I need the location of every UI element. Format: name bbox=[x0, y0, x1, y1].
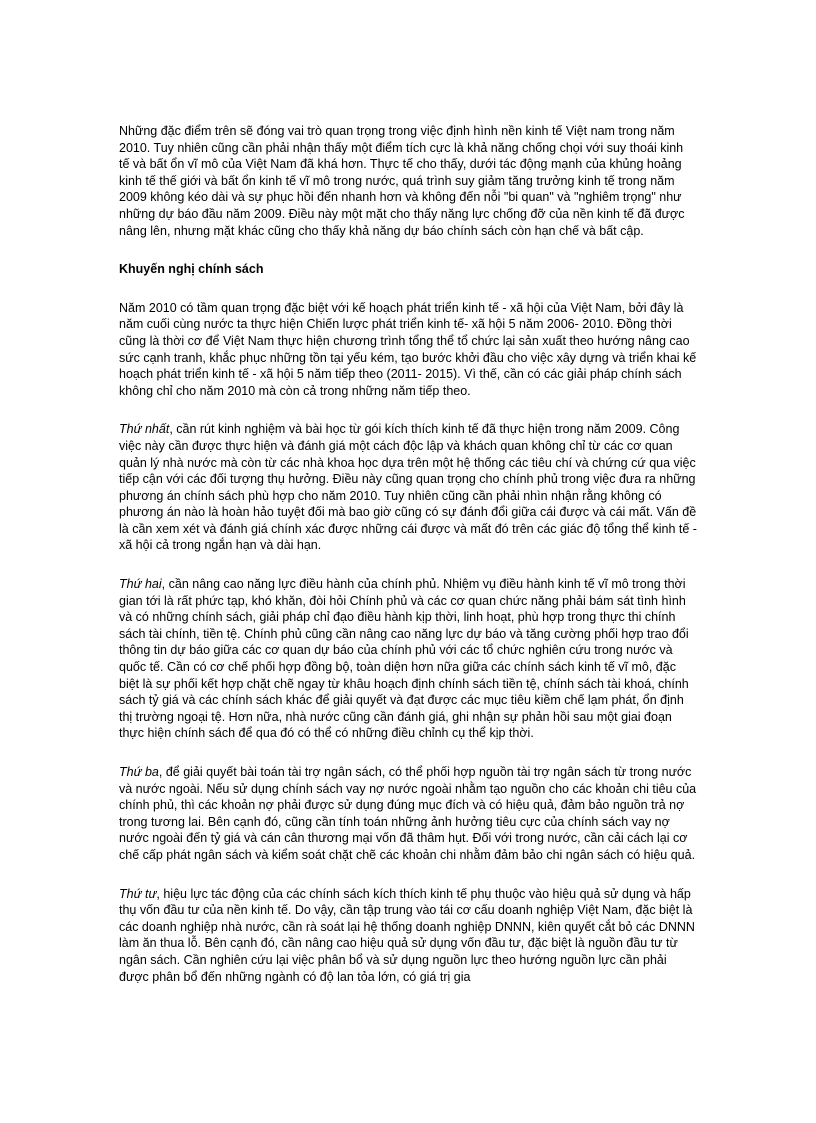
third-recommendation bbox=[119, 764, 697, 864]
section-heading: Khuyến nghị chính sách bbox=[119, 262, 264, 277]
fourth-body: , hiệu lực tác động của các chính sách kích thích kinh tế phụ thuộc vào hiệu quả sử dụng và hấp thụ vốn đầu tư của nền kinh tế. Do vậy, cần tập trung vào tái cơ cấu doanh nghiệp Việt Nam, đặc biệt là các doanh nghiệp nhà nước, cần rà soát lại hệ thống doanh nghiệp DNNN, kiên quyết cắt bỏ các DNNN làm ăn thua lỗ. Bên cạnh đó, cần nâng cao hiệu quả sử dụng vốn đầu tư, đặc biệt là nguồn đầu tư từ ngân sách. Cần nghiên cứu lại việc phân bổ và sử dụng nguồn lực theo hướng nguồn lực cần phải được phân bổ đến những ngành có độ lan tỏa lớn, có giá trị gia bbox=[119, 886, 695, 984]
intro-paragraph: Những đặc điểm trên sẽ đóng vai trò quan trọng trong việc định hình nền kinh tế Việt nam trong năm 2010. Tuy nhiên cũng cần phải nhận thấy một điểm tích cực là khả năng chống chọi với suy thoái kinh tế và bất ổn vĩ mô của Việt Nam đã khá hơn. Thực tế cho thấy, dưới tác động mạnh của khủng hoảng kinh tế thế giới và bất ổn kinh tế vĩ mô trong nước, quá trình suy giảm tăng trưởng kinh tế trong năm 2009 không kéo dài và sự phục hồi đến nhanh hơn và không đến nỗi "bi quan" và "nghiêm trọng" như những dự báo đầu năm 2009. Điều này một mặt cho thấy năng lực chống đỡ của nền kinh tế đã được nâng lên, nhưng mặt khác cũng cho thấy khả năng dự báo chính sách còn hạn chế và bất cập. bbox=[119, 124, 685, 238]
third-body: , để giải quyết bài toán tài trợ ngân sách, có thể phối hợp nguồn tài trợ ngân sách từ trong nước và nước ngoài. Nếu sử dụng chính sách vay nợ nước ngoài nhằm tạo nguồn cho các khoản chi tiêu của chính phủ, thì các khoản nợ phải được sử dụng đúng mục đích và có hiệu quả, đảm bảo nguồn trả nợ trong tương lai. Bên cạnh đó, cũng cần tính toán những ảnh hưởng tiêu cực của chính sách vay nợ nước ngoài đến tỷ giá và cán cân thương mại vốn đã thâm hụt. Đối với trong nước, cần cải cách lại cơ chế cấp phát ngân sách và kiểm soát chặt chẽ các khoản chi nhằm đảm bảo chi ngân sách có hiệu quả. bbox=[119, 765, 697, 862]
first-recommendation bbox=[119, 421, 697, 554]
first-body: , cần rút kinh nghiệm và bài học từ gói kích thích kinh tế đã thực hiện trong năm 2009. Công việc này cần được thực hiện và đánh giá một cách độc lập và khách quan không chỉ từ các cơ quan quản lý nhà nước mà còn từ các nhà khoa học dựa trên một hệ thống các tiêu chí và chứng cứ qua việc tiếp cận với các đối tượng thụ hưởng. Điều này cũng quan trọng cho chính phủ trong việc đưa ra những phương án chính sách phù hợp cho năm 2010. Tuy nhiên cũng cần phải nhìn nhận rằng không có phương án nào là hoàn hảo tuyệt đối mà bao giờ cũng có sự đánh đổi giữa cái được và cái mất. Vấn đề là cần xem xét và đánh giá chính xác được những cái được và mất đó trên các giác độ tổng thể kinh tế - xã hội cả trong ngắn hạn và dài hạn. bbox=[119, 422, 697, 553]
document-page bbox=[119, 123, 697, 1007]
context-paragraph: Năm 2010 có tầm quan trọng đặc biệt với kế hoạch phát triển kinh tế - xã hội của Việt Nam, bởi đây là năm cuối cùng nước ta thực hiện Chiến lược phát triển kinh tế- xã hội 5 năm 2006- 2010. Đồng thời cũng là thời cơ để Việt Nam thực hiện chương trình tổng thể tổ chức lại sản xuất theo hướng nâng cao sức cạnh tranh, khắc phục những tồn tại yếu kém, tạo bước khởi đầu cho việc xây dựng và triển khai kế hoạch phát triển kinh tế - xã hội 5 năm tiếp theo (2011- 2015). Vì thế, cần có các giải pháp chính sách không chỉ cho năm 2010 mà còn cả trong những năm tiếp theo. bbox=[119, 300, 697, 398]
second-body: , cần nâng cao năng lực điều hành của chính phủ. Nhiệm vụ điều hành kinh tế vĩ mô trong thời gian tới là rất phức tạp, khó khăn, đòi hỏi Chính phủ và các cơ quan chức năng phải bám sát tình hình và có những chính sách, giải pháp chỉ đạo điều hành kịp thời, linh hoạt, phù hợp trong thực thi chính sách tài chính, tiền tệ. Chính phủ cũng cần nâng cao năng lực dự báo và tăng cường phối hợp trao đổi thông tin dự báo giữa các cơ quan dự báo của chính phủ với các tổ chức nghiên cứu trong nước và quốc tế. Cần có cơ chế phối hợp đồng bộ, toàn diện hơn nữa giữa các chính sách kinh tế vĩ mô, đặc biệt là sự phối kết hợp chặt chẽ ngay từ khâu hoạch định chính sách tiền tệ, chính sách tài khoá, chính sách tỷ giá và các chính sách khác để giải quyết và đạt được các mục tiêu kiềm chế lạm phát, ổn định thị trường ngoại tệ. Hơn nữa, nhà nước cũng cần đánh giá, ghi nhận sự phản hồi sau một giai đoạn thực hiện chính sách để qua đó có thể có những điều chỉnh cụ thể kịp thời. bbox=[119, 577, 689, 741]
second-recommendation bbox=[119, 576, 697, 742]
fourth-recommendation bbox=[119, 886, 697, 986]
first-lead: Thứ nhất bbox=[119, 422, 170, 437]
third-lead: Thứ ba bbox=[119, 765, 159, 779]
second-lead: Thứ hai bbox=[119, 577, 162, 592]
fourth-lead: Thứ tư bbox=[119, 886, 157, 901]
